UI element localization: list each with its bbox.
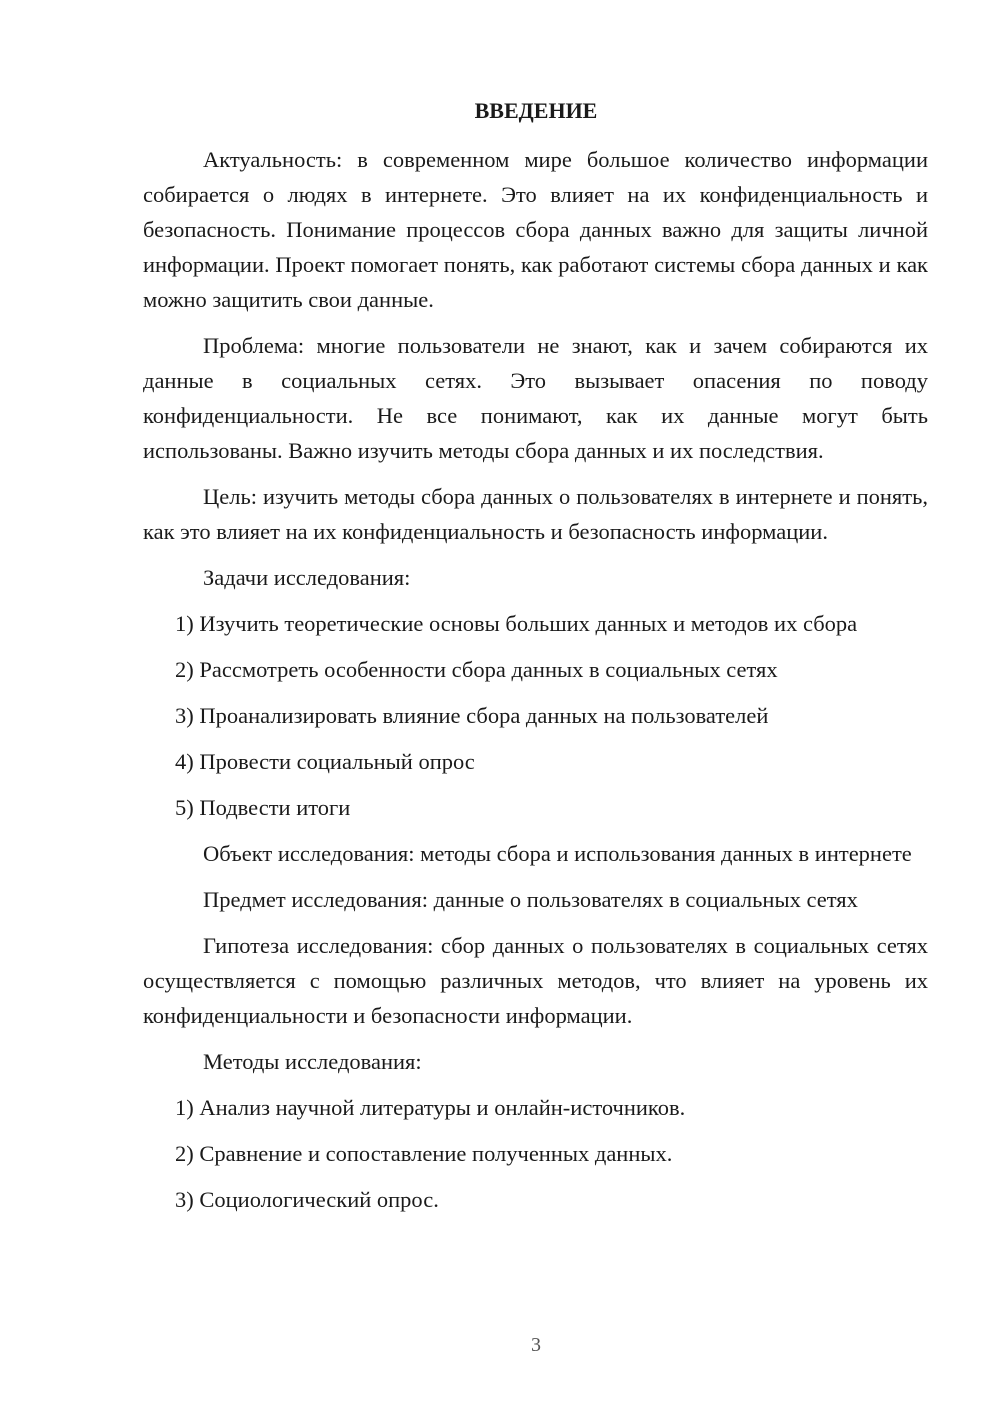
task-item-1: 1) Изучить теоретические основы больших данных и методов их сбора xyxy=(175,611,858,636)
task-item-2: 2) Рассмотреть особенности сбора данных в социальных сетях xyxy=(175,657,778,682)
page-title: ВВЕДЕНИЕ xyxy=(474,98,598,123)
page-number: 3 xyxy=(531,1334,541,1356)
task-item-4: 4) Провести социальный опрос xyxy=(175,749,475,774)
method-item-2: 2) Сравнение и сопоставление полученных данных. xyxy=(175,1141,673,1166)
subject-paragraph: Предмет исследования: данные о пользователях в социальных сетях xyxy=(203,887,858,912)
method-item-1: 1) Анализ научной литературы и онлайн-источников. xyxy=(175,1095,686,1120)
task-item-5: 5) Подвести итоги xyxy=(175,795,351,820)
problem-paragraph: Проблема: многие пользователи не знают, как и зачем собираются их данные в социальных сетях. Это вызывает опасения по поводу конфиденциальности. Не все понимают, как их данные могут быть использованы. Важно изучить методы сбора данных и их последствия. xyxy=(143,333,928,463)
relevance-paragraph: Актуальность: в современном мире большое количество информации собирается о людях в интернете. Это влияет на их конфиденциальность и безопасность. Понимание процессов сбора данных важно для защиты личной информации. Проект помогает понять, как работают системы сбора данных и как можно защитить свои данные. xyxy=(143,147,928,312)
hypothesis-paragraph: Гипотеза исследования: сбор данных о пользователях в социальных сетях осуществляется с помощью различных методов, что влияет на уровень их конфиденциальности и безопасности информации. xyxy=(143,933,928,1028)
task-item-3: 3) Проанализировать влияние сбора данных на пользователей xyxy=(175,703,769,728)
tasks-heading: Задачи исследования: xyxy=(203,565,411,590)
method-item-3: 3) Социологический опрос. xyxy=(175,1187,439,1212)
methods-heading: Методы исследования: xyxy=(203,1049,422,1074)
goal-paragraph: Цель: изучить методы сбора данных о пользователях в интернете и понять, как это влияет на их конфиденциальность и безопасность информации. xyxy=(143,484,928,544)
document-body xyxy=(143,142,928,1217)
object-paragraph: Объект исследования: методы сбора и использования данных в интернете xyxy=(203,841,912,866)
